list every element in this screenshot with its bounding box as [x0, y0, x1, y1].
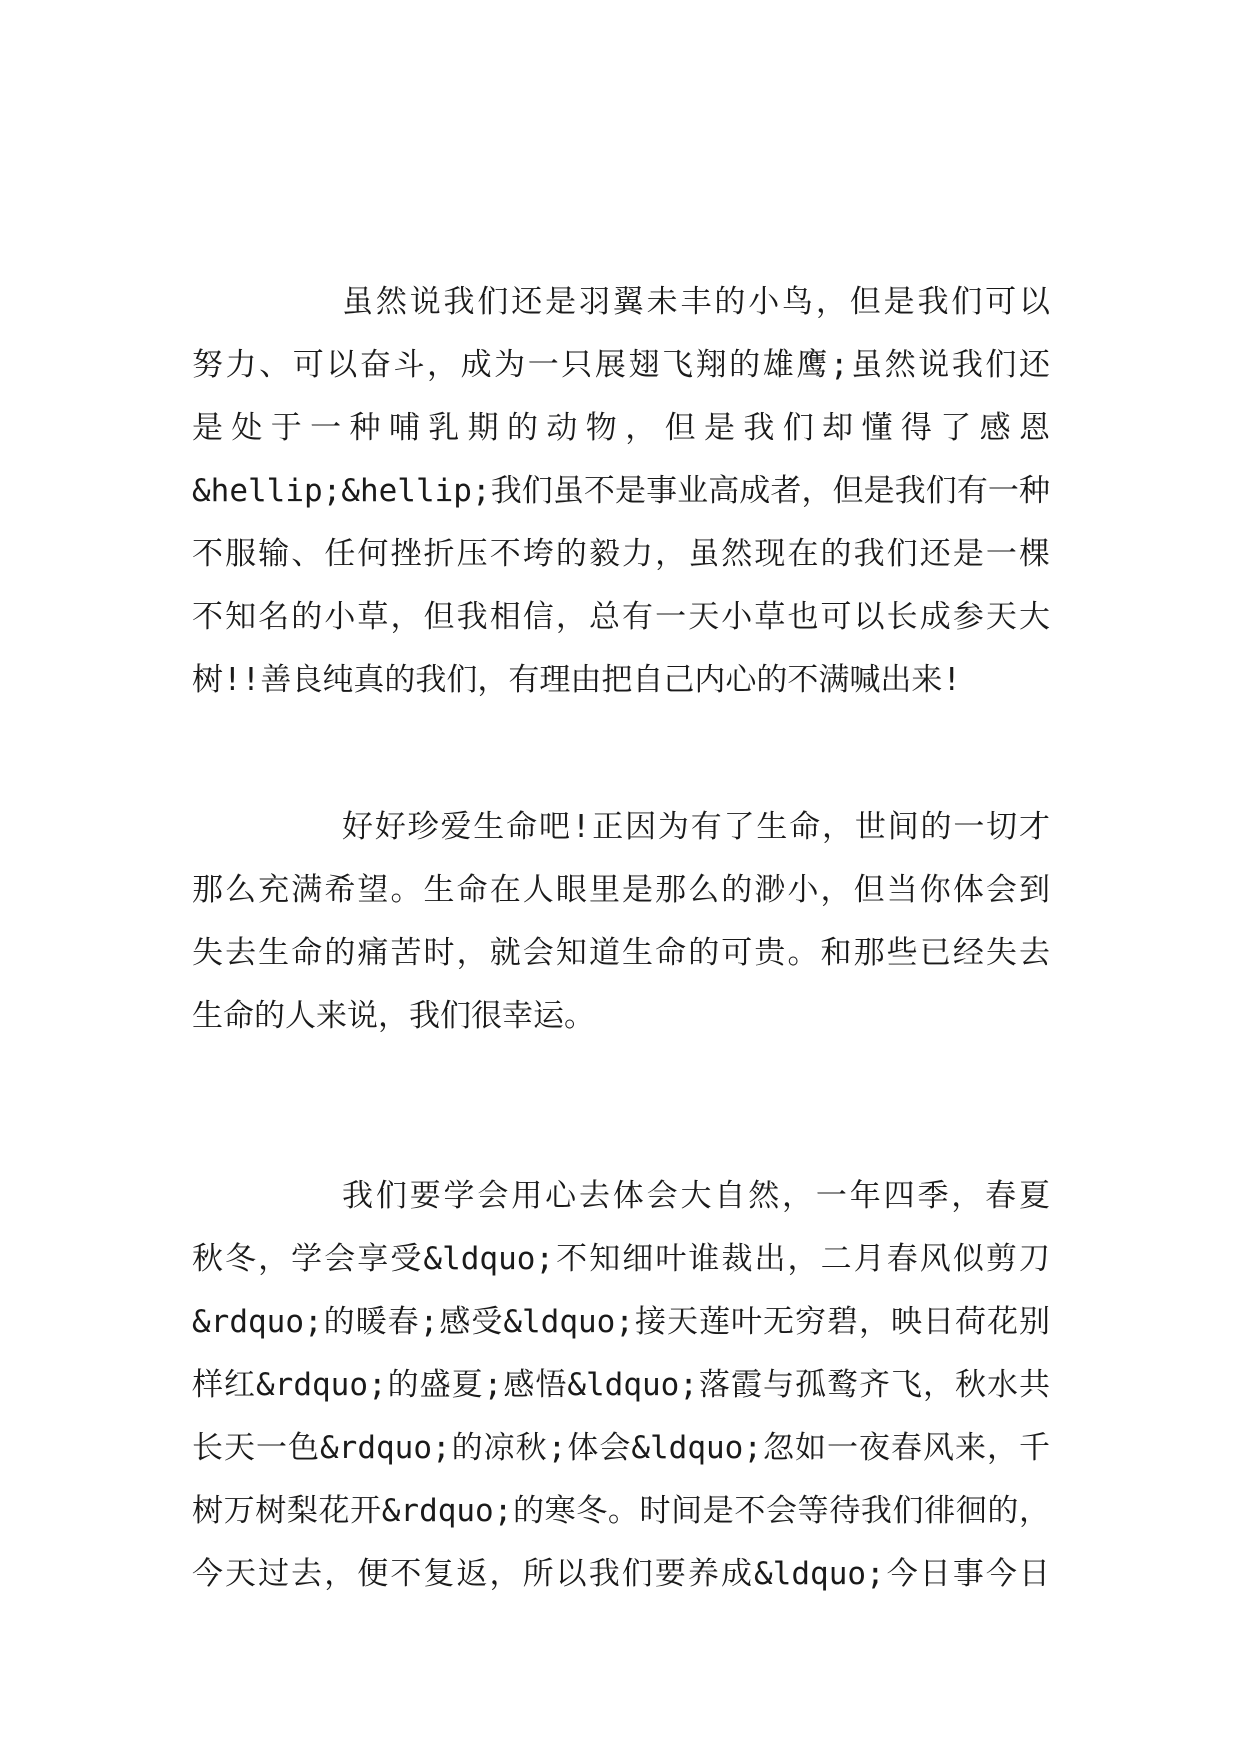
paragraph-2	[192, 796, 1050, 1048]
paragraph-line: 是处于一种哺乳期的动物，但是我们却懂得了感恩	[192, 410, 1050, 446]
paragraph-line: 我们要学会用心去体会大自然，一年四季，春夏	[342, 1178, 1050, 1214]
paragraph-line: 失去生命的痛苦时，就会知道生命的可贵。和那些已经失去	[192, 935, 1050, 971]
paragraph-line: 秋冬，学会享受&ldquo;不知细叶谁裁出，二月春风似剪刀	[192, 1241, 1050, 1277]
paragraph-3	[192, 1165, 1050, 1606]
paragraph-line: 长天一色&rdquo;的凉秋;体会&ldquo;忽如一夜春风来，千	[192, 1430, 1050, 1466]
paragraph-line: 不知名的小草，但我相信，总有一天小草也可以长成参天大	[192, 599, 1050, 635]
paragraph-line: 生命的人来说，我们很幸运。	[192, 998, 595, 1034]
paragraph-line: &rdquo;的暖春;感受&ldquo;接天莲叶无穷碧，映日荷花别	[192, 1304, 1050, 1340]
paragraph-line: 今天过去，便不复返，所以我们要养成&ldquo;今日事今日	[192, 1556, 1050, 1592]
paragraph-line: 好好珍爱生命吧!正因为有了生命，世间的一切才	[342, 809, 1050, 845]
paragraph-line: 树万树梨花开&rdquo;的寒冬。时间是不会等待我们徘徊的，	[192, 1493, 1050, 1529]
paragraph-line: 样红&rdquo;的盛夏;感悟&ldquo;落霞与孤鹜齐飞，秋水共	[192, 1367, 1050, 1403]
paragraph-line: 虽然说我们还是羽翼未丰的小鸟，但是我们可以	[342, 284, 1050, 320]
paragraph-line: 不服输、任何挫折压不垮的毅力，虽然现在的我们还是一棵	[192, 536, 1050, 572]
paragraph-line: 那么充满希望。生命在人眼里是那么的渺小，但当你体会到	[192, 872, 1050, 908]
paragraph-line: &hellip;&hellip;我们虽不是事业高成者，但是我们有一种	[192, 473, 1050, 509]
paragraph-1	[192, 271, 1050, 712]
paragraph-line: 树!!善良纯真的我们，有理由把自己内心的不满喊出来!	[192, 662, 961, 698]
paragraph-line: 努力、可以奋斗，成为一只展翅飞翔的雄鹰;虽然说我们还	[192, 347, 1050, 383]
